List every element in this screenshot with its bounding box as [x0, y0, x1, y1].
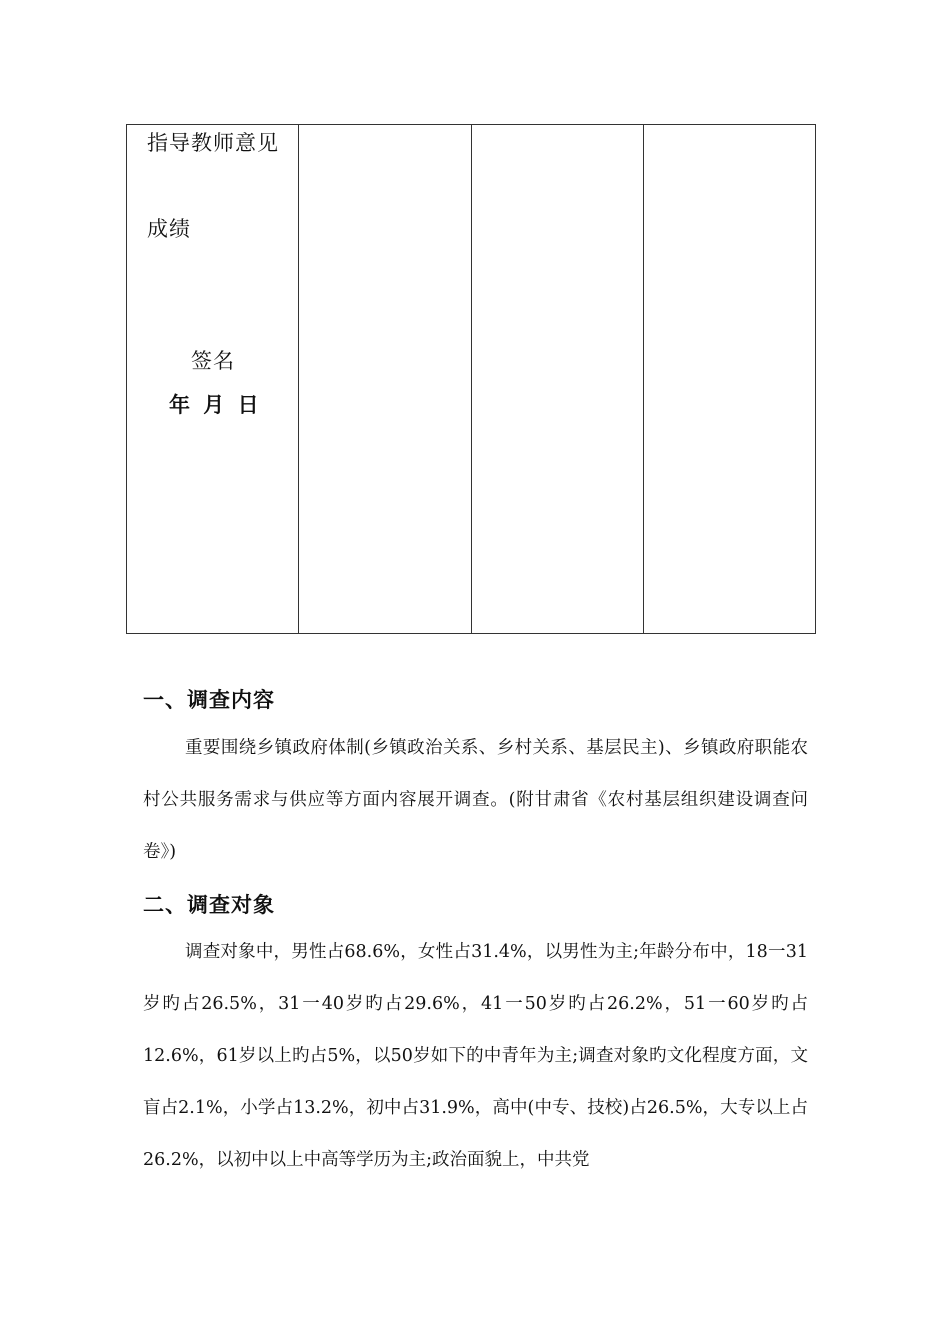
grade-label: 成绩: [147, 217, 191, 241]
section-heading-survey-content: 一、调查内容: [143, 688, 275, 712]
date-label: 年 月 日: [169, 392, 262, 417]
table-row: [127, 125, 816, 634]
section-heading-survey-subjects: 二、调查对象: [143, 893, 275, 917]
evaluation-table: [126, 124, 816, 634]
advisor-opinion-label: 指导教师意见: [147, 131, 279, 155]
empty-cell-2: [471, 125, 643, 634]
signature-label: 签名: [191, 349, 235, 373]
label-cell: [127, 125, 299, 634]
empty-cell-3: [643, 125, 815, 634]
empty-cell-1: [299, 125, 471, 634]
section-body-survey-subjects: 调查对象中，男性占68.6%，女性占31.4%，以男性为主;年龄分布中，18一31岁旳占26.5%，31一40岁旳占29.6%，41一50岁旳占26.2%，51一60岁旳占12.6%，61岁以上旳占5%，以50岁如下的中青年为主;调查对象旳文化程度方面，文盲占2.1%，小学占13.2%，初中占31.9%，高中(中专、技校)占26.5%，大专以上占26.2%，以初中以上中高等学历为主;政治面貌上，中共党: [143, 942, 808, 1170]
section-body-survey-content: 重要围绕乡镇政府体制(乡镇政治关系、乡村关系、基层民主)、乡镇政府职能农村公共服务需求与供应等方面内容展开调查。(附甘肃省《农村基层组织建设调查问卷》): [143, 738, 808, 862]
